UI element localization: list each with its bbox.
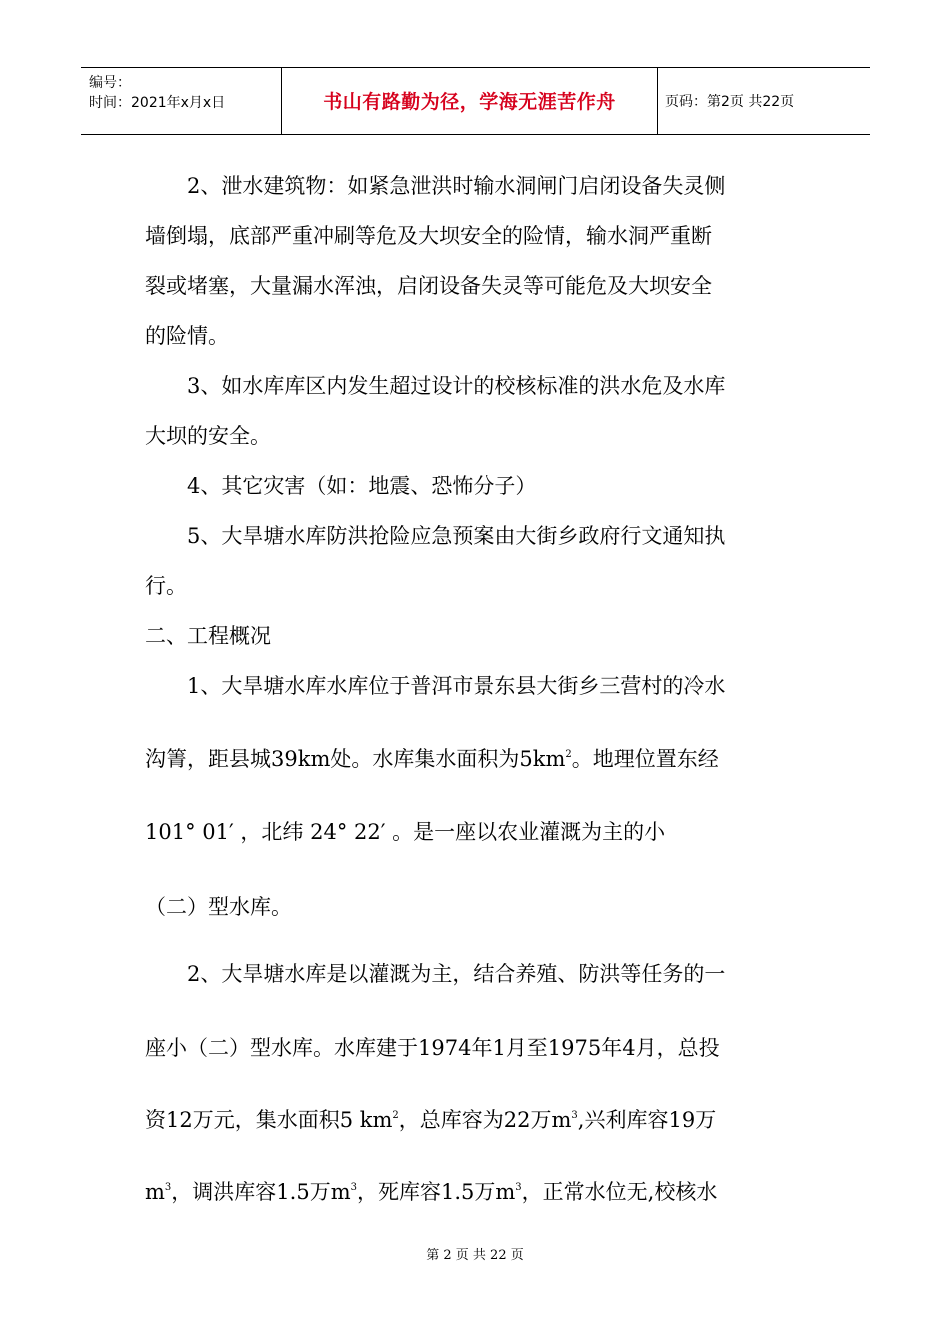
paragraph-line: 墙倒塌，底部严重冲刷等危及大坝安全的险情，输水洞严重断: [145, 224, 712, 248]
header-motto-cell: [282, 68, 658, 134]
paragraph-line: 座小（二）型水库。水库建于1974年1月至1975年4月，总投: [145, 1036, 720, 1060]
superscript: 3: [164, 1182, 172, 1193]
paragraph-line: （二）型水库。: [145, 895, 292, 919]
document-number-label: 编号：: [89, 75, 131, 91]
paragraph-line: 裂或堵塞，大量漏水浑浊，启闭设备失灵等可能危及大坝安全: [145, 274, 712, 298]
header-page-cell: [658, 68, 870, 134]
header-page-info: 页码：第2页 共22页: [665, 94, 795, 110]
paragraph-line: [145, 1178, 717, 1206]
text-run: ，调洪库容1.5万m: [171, 1180, 351, 1204]
paragraph-line: 1、大旱塘水库水库位于普洱市景东县大街乡三营村的冷水: [145, 674, 726, 698]
paragraph-line: 2、泄水建筑物：如紧急泄洪时输水洞闸门启闭设备失灵侧: [145, 174, 726, 198]
paragraph-line: 5、大旱塘水库防洪抢险应急预案由大街乡政府行文通知执: [145, 524, 726, 548]
text-run: 沟箐，距县城39km处。水库集水面积为5km: [145, 747, 566, 771]
page-header: [81, 67, 870, 135]
superscript: 3: [515, 1182, 522, 1193]
paragraph-line: 大坝的安全。: [145, 424, 271, 448]
text-run: ，正常水位无,校核水: [521, 1180, 718, 1204]
paragraph-line: 3、如水库库区内发生超过设计的校核标准的洪水危及水库: [145, 374, 726, 398]
section-heading: 二、工程概况: [145, 624, 271, 648]
text-run: ,兴利库容19万: [577, 1108, 717, 1132]
paragraph-line: 的险情。: [145, 324, 229, 348]
header-meta-cell: [81, 68, 282, 134]
superscript: 3: [350, 1182, 357, 1193]
page-footer: 第 2 页 共 22 页: [426, 1248, 524, 1263]
paragraph-line: [145, 745, 719, 773]
text-run: m: [145, 1180, 165, 1204]
text-run: ，总库容为22万m: [398, 1108, 572, 1132]
text-run: 资12万元，集水面积5 km: [145, 1108, 393, 1132]
paragraph-line: 2、大旱塘水库是以灌溉为主，结合养殖、防洪等任务的一: [145, 962, 726, 986]
paragraph-line: [145, 1106, 716, 1134]
text-run: 。地理位置东经: [571, 747, 719, 771]
superscript: 2: [565, 749, 572, 760]
header-motto: 书山有路勤为径，学海无涯苦作舟: [323, 91, 616, 113]
paragraph-line: 101° 01′ ，北纬 24° 22′ 。是一座以农业灌溉为主的小: [145, 820, 666, 844]
paragraph-line: 4、其它灾害（如：地震、恐怖分子）: [145, 474, 537, 498]
paragraph-line: 行。: [145, 574, 187, 598]
superscript: 2: [392, 1110, 399, 1121]
superscript: 3: [571, 1110, 578, 1121]
document-date-label: 时间：2021年x月x日: [89, 95, 226, 111]
text-run: ，死库容1.5万m: [356, 1180, 516, 1204]
